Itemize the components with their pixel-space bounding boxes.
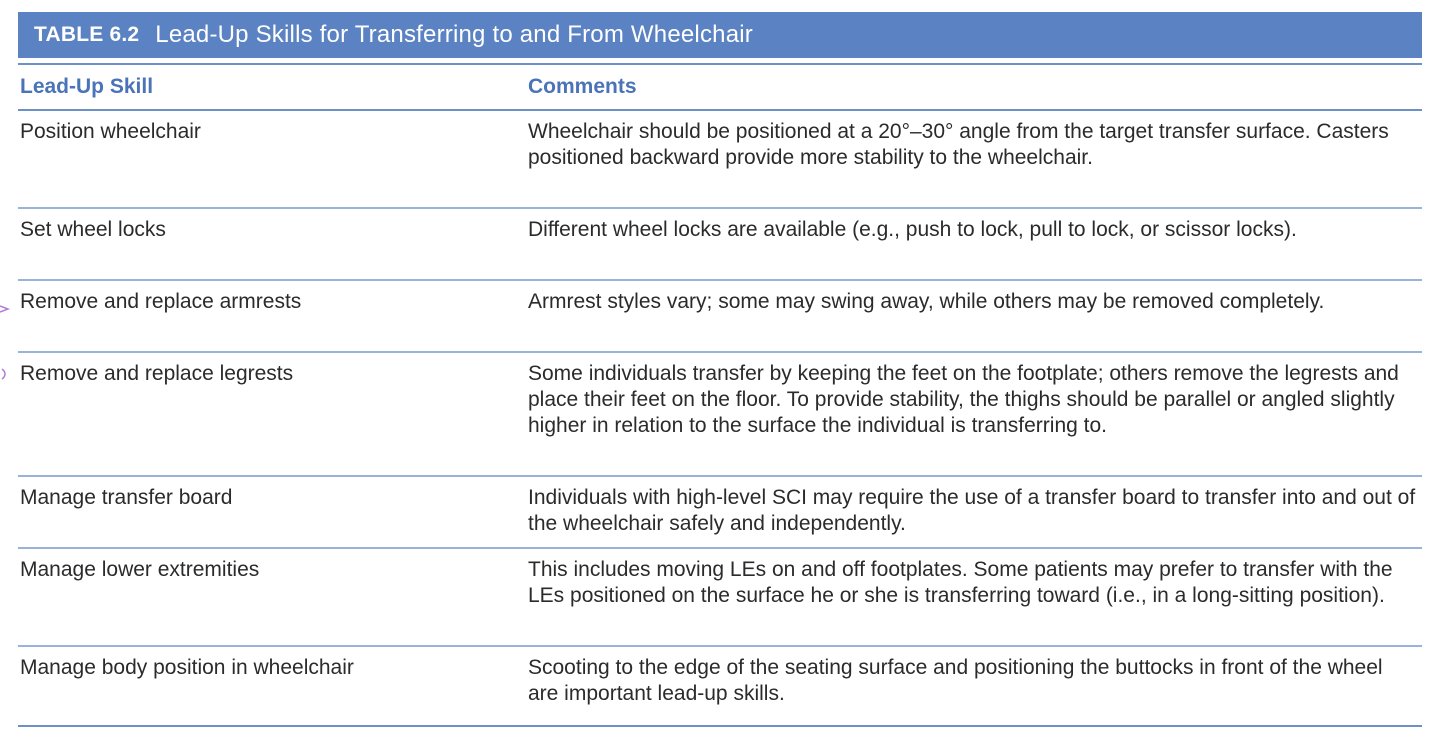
comment-cell: Wheelchair should be positioned at a 20°–30° angle from the target transfer surface. Casters positioned backward provide more stability to the wheelchair.: [528, 120, 1389, 169]
table-header-row: [18, 65, 1422, 111]
table-row: [18, 647, 1422, 727]
table-row: [18, 111, 1422, 209]
comment-cell: Some individuals transfer by keeping the feet on the footplate; others remove the legrests and place their feet on the floor. To provide stability, the thighs should be parallel or angled slightly higher in relation to the surface the individual is transferring to.: [528, 362, 1399, 437]
column-header-skill: Lead-Up Skill: [20, 75, 154, 98]
pen-annotation-mark: [0, 368, 10, 380]
skill-cell: Manage body position in wheelchair: [20, 656, 354, 679]
skill-cell: Manage lower extremities: [20, 558, 260, 581]
comment-cell: Scooting to the edge of the seating surface and positioning the buttocks in front of the wheel are important lead-up skills.: [528, 656, 1383, 705]
skills-table: [18, 12, 1422, 727]
comment-cell: This includes moving LEs on and off footplates. Some patients may prefer to transfer with the LEs positioned on the surface he or she is transferring toward (i.e., in a long-sitting position).: [528, 558, 1393, 607]
table-row: [18, 209, 1422, 281]
table-row: [18, 549, 1422, 647]
table-row: [18, 281, 1422, 353]
column-header-comments: Comments: [528, 75, 637, 98]
skill-cell: Set wheel locks: [20, 218, 166, 241]
comment-cell: Armrest styles vary; some may swing away, while others may be removed completely.: [528, 290, 1325, 313]
skill-cell: Remove and replace legrests: [20, 362, 294, 385]
table-row: [18, 477, 1422, 549]
comment-cell: Individuals with high-level SCI may require the use of a transfer board to transfer into and out of the wheelchair safely and independently.: [528, 486, 1416, 535]
comment-cell: Different wheel locks are available (e.g., push to lock, pull to lock, or scissor locks).: [528, 218, 1297, 241]
table-row: [18, 353, 1422, 477]
pen-annotation-mark: [0, 303, 10, 315]
table-title-bar: [18, 12, 1422, 58]
skill-cell: Remove and replace armrests: [20, 290, 302, 313]
skill-cell: Manage transfer board: [20, 486, 233, 509]
table-number: TABLE 6.2: [34, 23, 140, 46]
table-title: Lead-Up Skills for Transferring to and From Wheelchair: [155, 21, 753, 48]
skill-cell: Position wheelchair: [20, 120, 201, 143]
